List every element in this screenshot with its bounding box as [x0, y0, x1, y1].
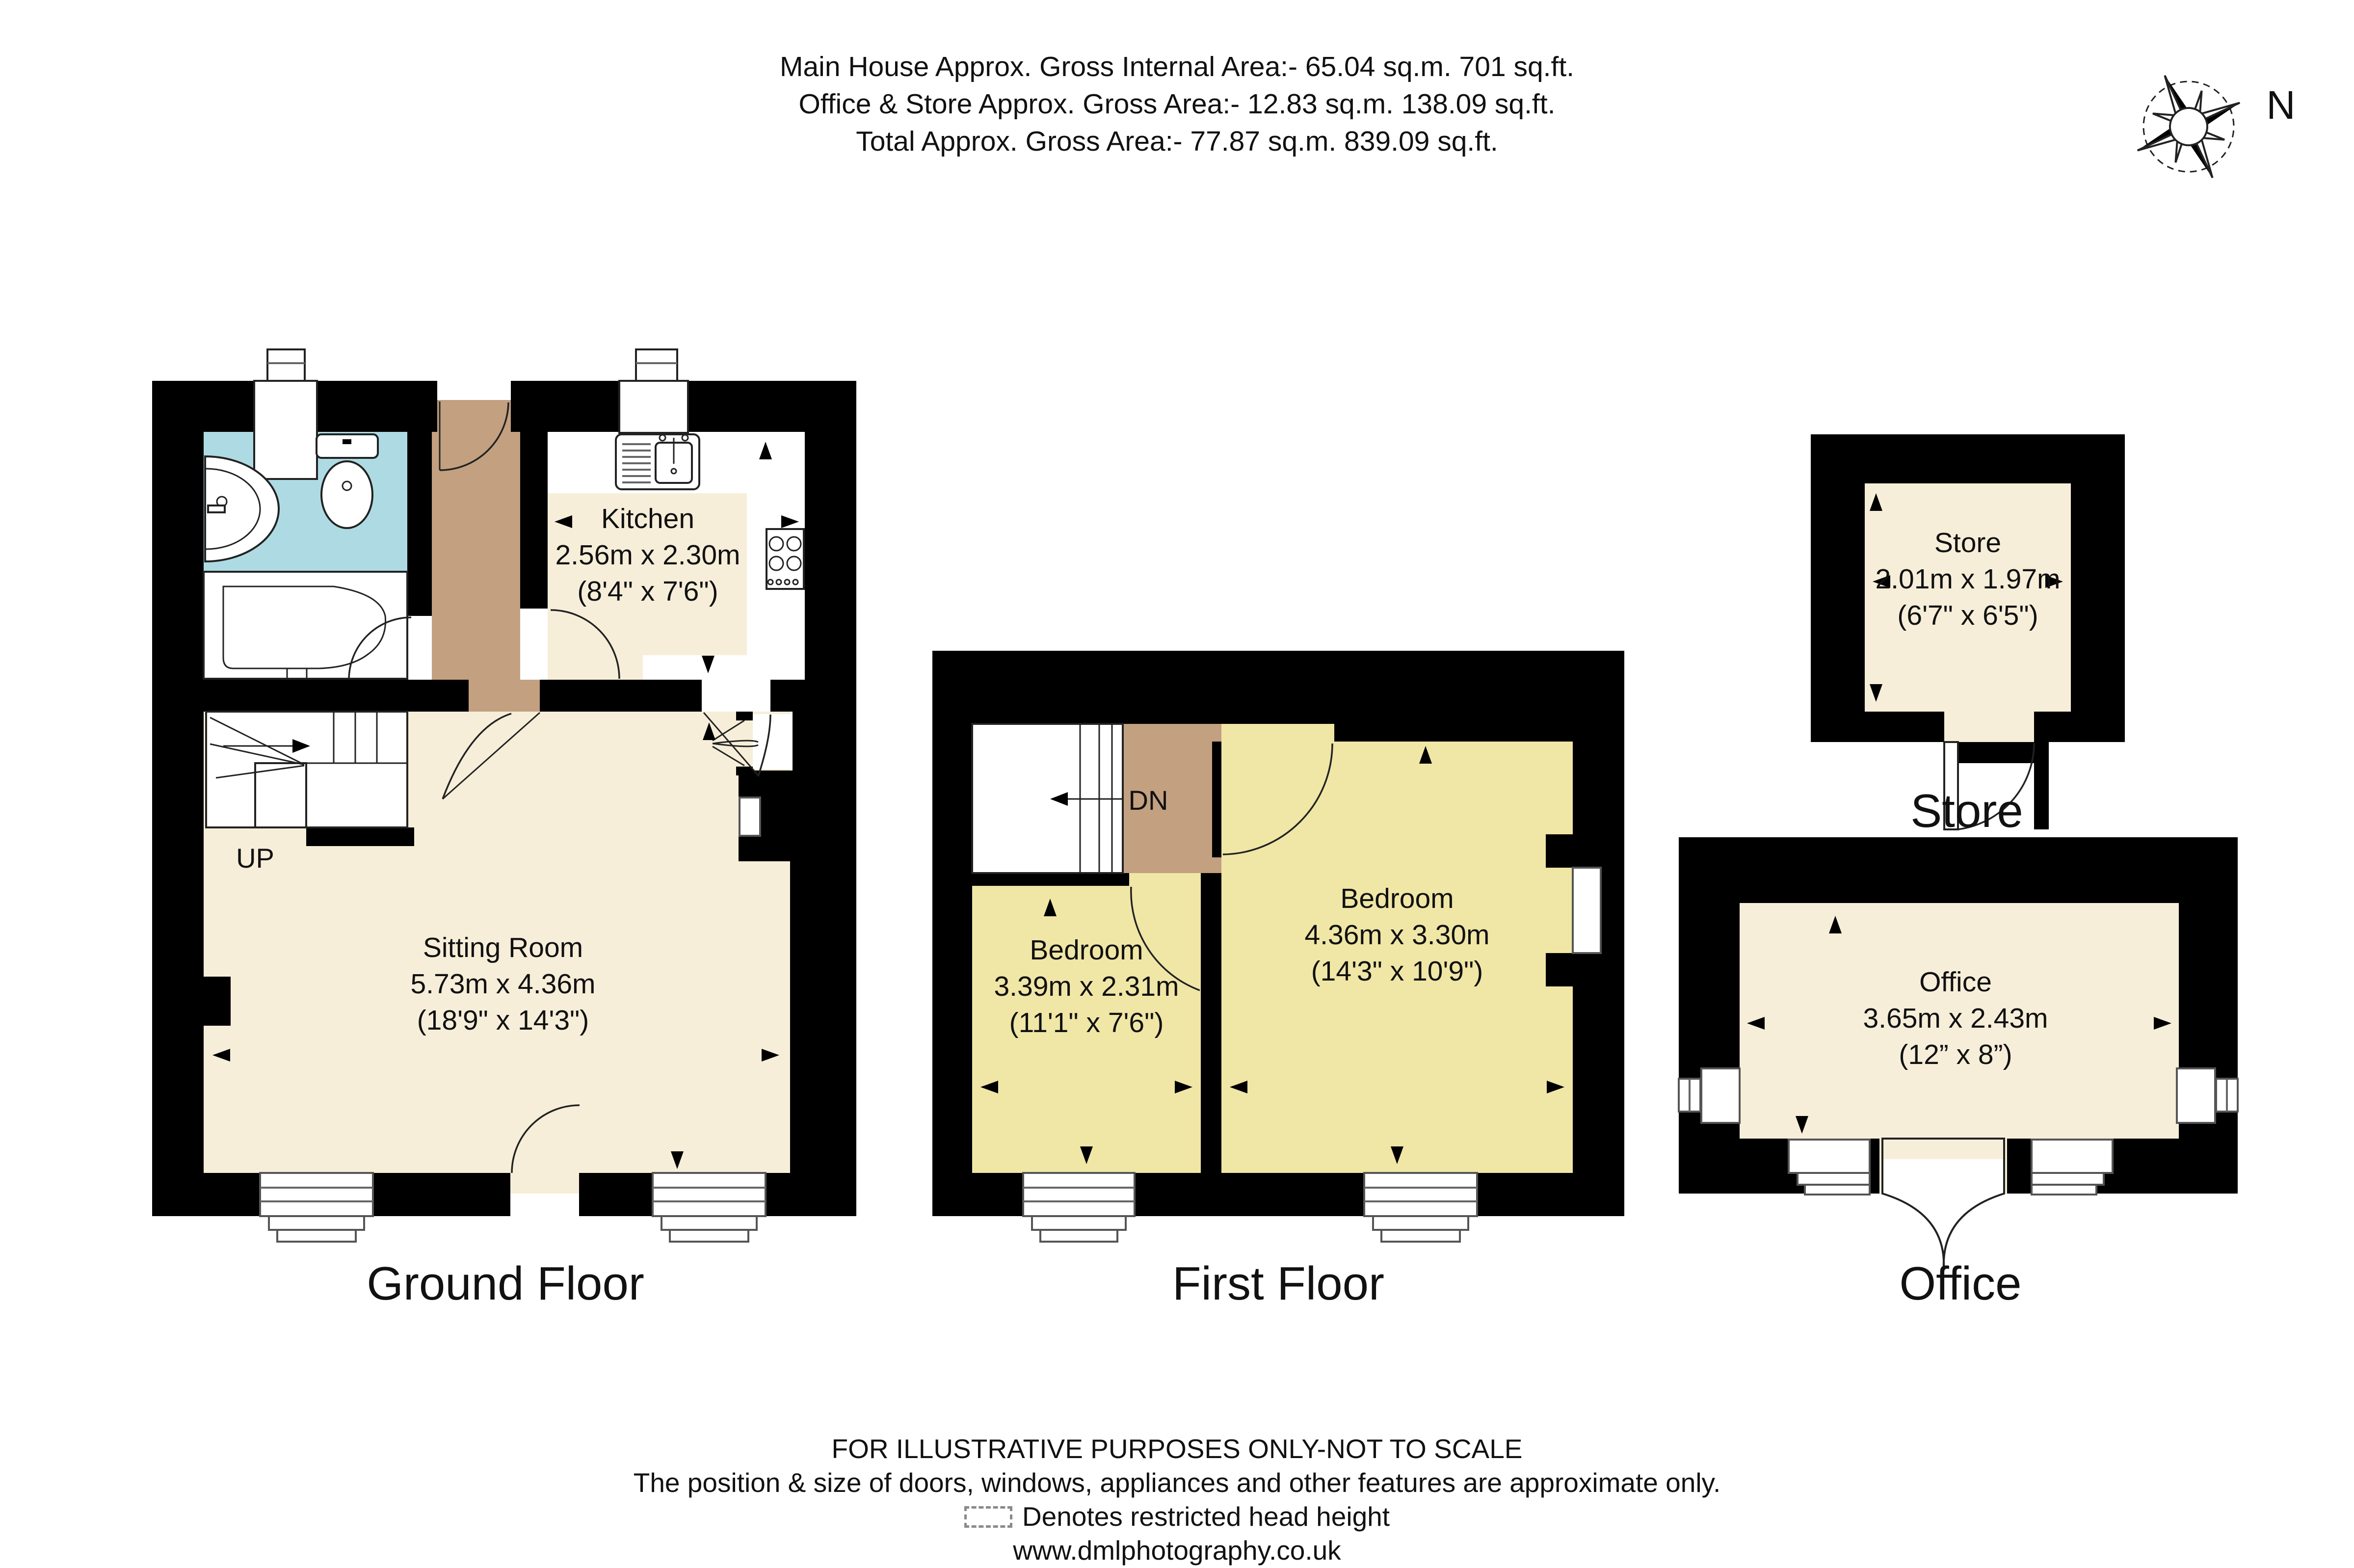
svg-text:(14'3" x 10'9"): (14'3" x 10'9") [1311, 956, 1483, 987]
svg-text:Bedroom: Bedroom [1030, 934, 1143, 966]
svg-text:(12” x 8”): (12” x 8”) [1899, 1039, 2012, 1070]
kitchen-door-swing-area [643, 655, 805, 680]
doorway-floor [510, 1173, 579, 1194]
bedroom-small-doorway [1129, 873, 1201, 886]
svg-text:Office: Office [1919, 966, 1992, 998]
chimney-right [619, 349, 688, 433]
hallway-entry [437, 400, 511, 434]
ground-floor-plan [152, 349, 856, 1310]
kitchen-sink-icon [616, 434, 699, 489]
store-caption: Store [1910, 785, 2023, 837]
toilet-icon [317, 434, 378, 528]
svg-text:2.01m x 1.97m: 2.01m x 1.97m [1875, 563, 2061, 595]
svg-text:3.39m x 2.31m: 3.39m x 2.31m [994, 971, 1179, 1002]
north-label: N [2266, 83, 2296, 128]
dn-label: DN [1128, 785, 1168, 816]
bathtub-icon [204, 572, 407, 680]
svg-text:3.65m x 2.43m: 3.65m x 2.43m [1863, 1003, 2048, 1034]
svg-text:4.36m x 3.30m: 4.36m x 3.30m [1304, 919, 1490, 951]
svg-text:Sitting Room: Sitting Room [423, 932, 583, 963]
disclaimer [0, 1432, 2354, 1568]
restricted-head-height-icon [964, 1506, 1012, 1528]
hob-icon [767, 529, 804, 589]
store-plan [1811, 434, 2125, 837]
svg-text:Store: Store [1934, 527, 2002, 558]
svg-text:(11'1" x 7'6"): (11'1" x 7'6") [1009, 1007, 1164, 1038]
store-doorway [1944, 712, 2034, 742]
stairs-up [206, 712, 407, 827]
window-sitting-left [260, 1173, 373, 1242]
svg-text:(8'4" x 7'6"): (8'4" x 7'6") [577, 576, 718, 607]
svg-text:Kitchen: Kitchen [601, 503, 695, 534]
office-door-threshold [1883, 1140, 2003, 1159]
window-bedroom-small [1023, 1173, 1135, 1242]
total-area-text: Total Approx. Gross Area:- 77.87 sq.m. 839.09 sq.ft. [856, 126, 1498, 157]
disclaimer-line3 [0, 1500, 2354, 1534]
disclaimer-line1: FOR ILLUSTRATIVE PURPOSES ONLY-NOT TO SCALE [831, 1434, 1523, 1464]
store-room [1865, 483, 2071, 712]
first-floor-caption: First Floor [1172, 1257, 1384, 1310]
side-window [740, 797, 760, 836]
office-plan [1679, 837, 2238, 1310]
window-sitting-right [653, 1173, 766, 1242]
svg-text:5.73m x 4.36m: 5.73m x 4.36m [410, 968, 596, 1000]
window-bedroom-large [1364, 1173, 1477, 1242]
svg-text:(18'9" x 14'3"): (18'9" x 14'3") [417, 1005, 589, 1036]
compass-rose-icon [2114, 52, 2295, 202]
office-store-area-text: Office & Store Approx. Gross Area:- 12.83 sq.m. 138.09 sq.ft. [798, 88, 1556, 120]
kitchen-floor-strip [549, 655, 643, 680]
first-floor-plan [932, 651, 1624, 1310]
bay-recess [753, 714, 793, 769]
sitting-room-label [410, 932, 595, 1036]
svg-text:2.56m x 2.30m: 2.56m x 2.30m [555, 539, 741, 571]
restricted-head-height-text: Denotes restricted head height [1022, 1501, 1390, 1532]
side-window [1573, 868, 1601, 953]
hallway-opening [469, 680, 540, 712]
disclaimer-line2: The position & size of doors, windows, appliances and other features are approximate only. [633, 1467, 1721, 1498]
up-label: UP [236, 843, 274, 874]
main-house-area-text: Main House Approx. Gross Internal Area:- 65.04 sq.m. 701 sq.ft. [780, 51, 1574, 82]
chimney-left [254, 349, 317, 479]
website-text: www.dmlphotography.co.uk [1013, 1535, 1341, 1566]
svg-text:(6'7" x 6'5"): (6'7" x 6'5") [1897, 600, 2038, 631]
svg-text:Bedroom: Bedroom [1340, 883, 1454, 914]
office-caption: Office [1899, 1257, 2022, 1310]
stairs-down [972, 724, 1123, 873]
hallway [432, 432, 520, 712]
ground-floor-caption: Ground Floor [367, 1257, 644, 1310]
